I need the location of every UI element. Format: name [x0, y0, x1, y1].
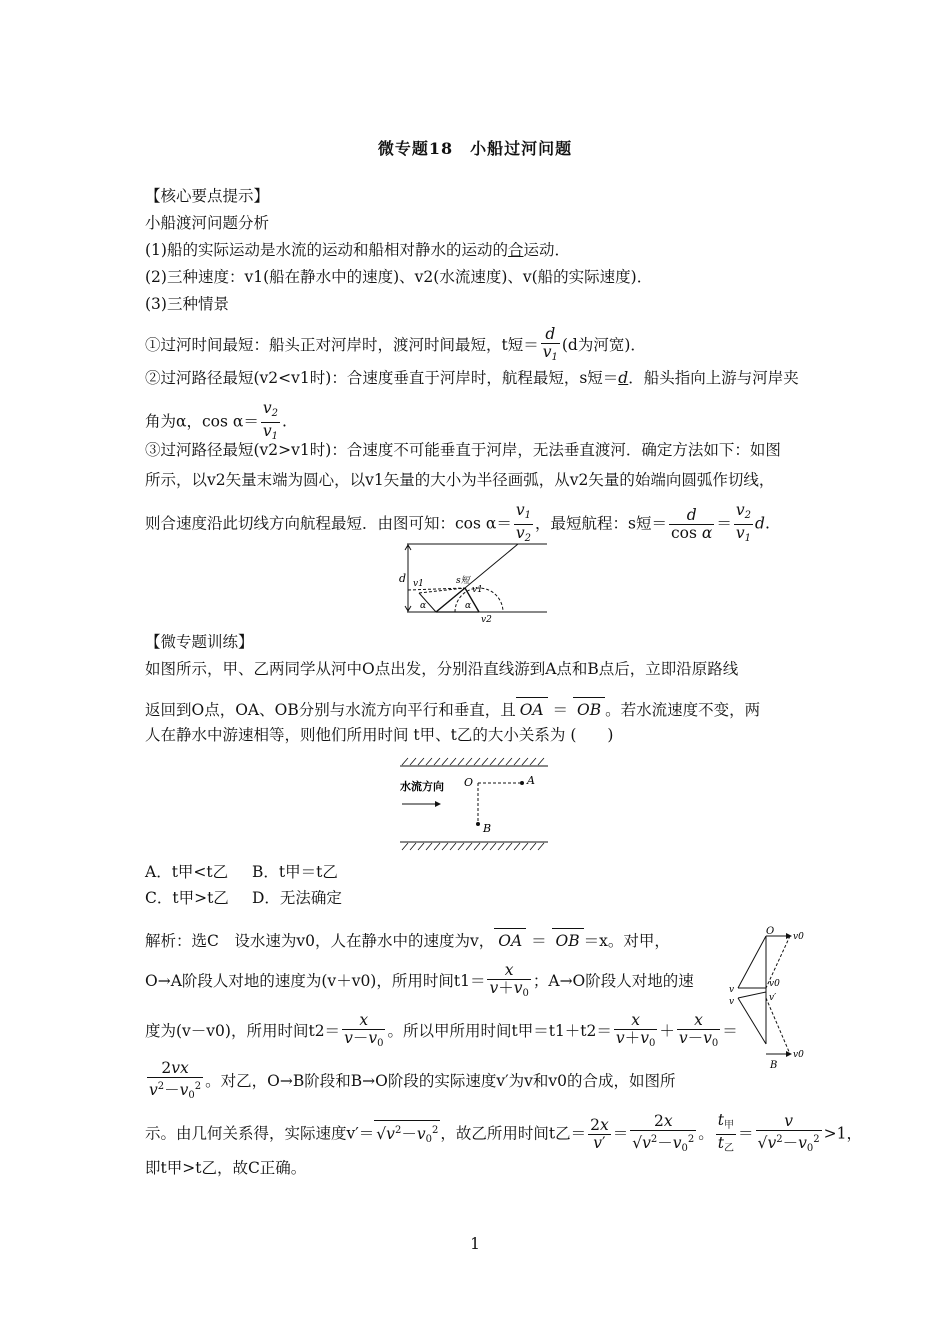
- river-crossing-diagram: [395, 538, 555, 626]
- case-2-line2: 角为α，cos α＝ $\frac{v_2}{v_1}$ .: [145, 399, 287, 442]
- case-3-line3: 则合速度沿此切线方向航程最短．由图可知：cos α＝ $\frac{v_1}{v_2}$ ，最短航程：s短＝ $\frac{d}{\text{cos α}}$ ＝ $\frac{v_2}{v_1}$ d.: [145, 501, 770, 544]
- case-2-line1: ②过河路径最短(v2<v1时)：合速度垂直于河岸时，航程最短，s短＝d．船头指向上游与河岸夹: [145, 369, 799, 387]
- fig3-v-left: v: [729, 985, 735, 995]
- point-3: (3)三种情景: [145, 295, 229, 313]
- fig3-v-mid: v: [729, 997, 735, 1007]
- point-a-label: A: [527, 774, 535, 787]
- fig3-v0-top: v0: [793, 932, 804, 942]
- solution-line6: 即t甲>t乙，故C正确。: [145, 1159, 307, 1177]
- label-v1-right: v1: [472, 585, 483, 595]
- case-3-line2: 所示，以v2矢量末端为圆心，以v1矢量的大小为半径画弧，从v2矢量的始端向圆弧作切线，: [145, 471, 775, 489]
- fig3-v0-mid: v0: [769, 979, 780, 989]
- fig3-vprime: v′: [769, 993, 777, 1003]
- label-v1-left: v1: [413, 579, 424, 589]
- page-title: 微专题18 小船过河问题: [377, 139, 573, 158]
- page-number: 1: [470, 1235, 480, 1253]
- fig3-b-label: B: [770, 1060, 778, 1071]
- velocity-diagram: [726, 922, 814, 1072]
- option-d: D．无法确定: [252, 889, 342, 907]
- option-b: B．t甲＝t乙: [252, 863, 338, 881]
- question-diagram: [398, 756, 550, 854]
- option-a: A．t甲<t乙: [145, 863, 229, 881]
- label-s-short: s短: [456, 576, 470, 586]
- point-1: (1)船的实际运动是水流的运动和船相对静水的运动的合运动．: [145, 241, 570, 259]
- case-3-line1: ③过河路径最短(v2>v1时)：合速度不可能垂直于河岸，无法垂直渡河．确定方法如下：如图: [145, 441, 781, 459]
- case-1: ①过河时间最短：船头正对河岸时，渡河时间最短，t短＝ $\frac{d}{v_1}$ (d为河宽)．: [145, 325, 646, 363]
- point-2: (2)三种速度：v1(船在静水中的速度)、v2(水流速度)、v(船的实际速度)．: [145, 268, 653, 286]
- analysis-heading: 小船渡河问题分析: [145, 214, 270, 232]
- section-heading-training: 【微专题训练】: [145, 633, 254, 651]
- label-alpha-1: α: [420, 601, 427, 611]
- question-line2: 返回到O点，OA、OB分别与水流方向平行和垂直，且 OA ＝ OB 。若水流速度不变，两: [145, 697, 760, 720]
- solution-line5: 示。由几何关系得，实际速度$v'= √v^2-v_0^2$ ，故乙所用时间t乙＝ $\frac{2x}{v'}$ ＝ $\frac{2x}{√v^2-v_0^2}$ 。 $\frac{t_甲}{t_乙}$ ＝ $\frac{v}{√v^2-v_0^2}$ >1，: [145, 1111, 862, 1154]
- solution-line1: 解析：选C 设水速为v0，人在静水中的速度为v， OA ＝ OB ＝x。对甲，: [145, 928, 670, 951]
- solution-line2: O→A阶段人对地的速度为(v＋v0)，所用时间t1＝ $\frac{x}{v+v_0}$ ；A→O阶段人对地的速: [145, 961, 694, 999]
- question-line3: 人在静水中游速相等，则他们所用时间 t甲、t乙的大小关系为 ( ): [145, 726, 614, 744]
- solution-line4: $\frac{2vx}{v^2-v_0^2}$ 。对乙，O→B阶段和B→O阶段的实际速度v′为v和v0的合成，如图所: [149, 1059, 676, 1101]
- point-b-label: B: [483, 822, 492, 835]
- solution-line3: 度为(v－v0)，所用时间t2＝ $\frac{x}{v-v_0}$ 。所以甲所用时间t甲＝t1＋t2＝ $\frac{x}{v+v_0}$ ＋ $\frac{x}{v-v_0}$ ＝: [145, 1011, 738, 1049]
- question-line1: 如图所示，甲、乙两同学从河中O点出发，分别沿直线游到A点和B点后，立即沿原路线: [145, 660, 739, 678]
- fig3-v0-bot: v0: [793, 1050, 804, 1060]
- section-heading-core: 【核心要点提示】: [145, 187, 270, 205]
- label-v2: v2: [481, 615, 492, 625]
- label-d: d: [399, 572, 407, 585]
- option-c: C．t甲>t乙: [145, 889, 229, 907]
- flow-direction-label: 水流方向: [400, 780, 444, 793]
- label-alpha-2: α: [465, 601, 472, 611]
- point-o-label: O: [464, 776, 474, 789]
- fig3-o-label: O: [766, 926, 775, 937]
